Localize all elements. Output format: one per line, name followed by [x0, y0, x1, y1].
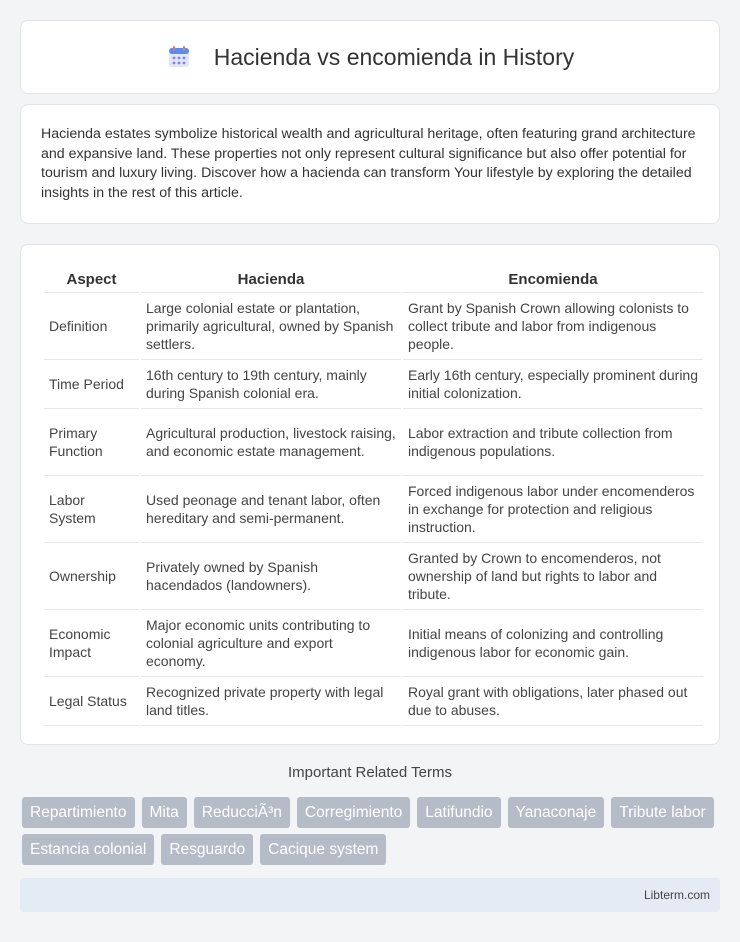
row-aspect: Ownership [44, 543, 139, 610]
footer-link[interactable]: Libterm.com [643, 888, 710, 902]
row-hacienda: 16th century to 19th century, mainly during Spanish colonial era. [141, 360, 401, 409]
comparison-table [42, 263, 705, 726]
row-aspect: Labor System [44, 476, 139, 543]
tag-mita[interactable]: Mita [142, 797, 187, 828]
tag-reduccion[interactable]: ReducciÃ³n [194, 797, 290, 828]
tag-corregimiento[interactable]: Corregimiento [297, 797, 410, 828]
row-aspect: Primary Function [44, 409, 139, 476]
row-encomienda: Early 16th century, especially prominent during initial colonization. [403, 360, 703, 409]
row-hacienda: Privately owned by Spanish hacendados (landowners). [141, 543, 401, 610]
row-encomienda: Grant by Spanish Crown allowing colonists to collect tribute and labor from indigenous people. [403, 293, 703, 360]
tag-yanaconaje[interactable]: Yanaconaje [508, 797, 605, 828]
table-row [44, 360, 703, 409]
table-header-row [44, 263, 703, 293]
table-row [44, 476, 703, 543]
row-hacienda: Major economic units contributing to colonial agriculture and export economy. [141, 610, 401, 677]
tag-cacique-system[interactable]: Cacique system [260, 834, 386, 865]
row-aspect: Time Period [44, 360, 139, 409]
row-encomienda: Forced indigenous labor under encomenderos in exchange for protection and religious instruction. [403, 476, 703, 543]
footer [20, 878, 720, 912]
tag-resguardo[interactable]: Resguardo [161, 834, 253, 865]
row-aspect: Legal Status [44, 677, 139, 726]
row-encomienda: Royal grant with obligations, later phased out due to abuses. [403, 677, 703, 726]
header-hacienda: Hacienda [141, 263, 401, 293]
header-aspect: Aspect [44, 263, 139, 293]
table-row [44, 610, 703, 677]
header-card [20, 20, 720, 94]
intro-text: Hacienda estates symbolize historical wealth and agricultural heritage, often featuring grand architecture and expansive land. These properties not only represent cultural significance but also offer potential for tourism and luxury living. Discover how a hacienda can transform Your lifestyle by exploring the detailed insights in the rest of this article. [41, 126, 696, 201]
table-row [44, 293, 703, 360]
related-terms-title: Important Related Terms [288, 764, 452, 781]
row-hacienda: Recognized private property with legal land titles. [141, 677, 401, 726]
table-row [44, 677, 703, 726]
table-row [44, 409, 703, 476]
row-hacienda: Large colonial estate or plantation, primarily agricultural, owned by Spanish settlers. [141, 293, 401, 360]
tag-estancia-colonial[interactable]: Estancia colonial [22, 834, 154, 865]
row-encomienda: Granted by Crown to encomenderos, not ownership of land but rights to labor and tribute. [403, 543, 703, 610]
row-encomienda: Initial means of colonizing and controlling indigenous labor for economic gain. [403, 610, 703, 677]
row-aspect: Definition [44, 293, 139, 360]
intro-card [20, 104, 720, 224]
header-encomienda: Encomienda [403, 263, 703, 293]
related-terms-tags [22, 797, 722, 871]
row-encomienda: Labor extraction and tribute collection from indigenous populations. [403, 409, 703, 476]
row-aspect: Economic Impact [44, 610, 139, 677]
table-row [44, 543, 703, 610]
row-hacienda: Agricultural production, livestock raising, and economic estate management. [141, 409, 401, 476]
tag-repartimiento[interactable]: Repartimiento [22, 797, 135, 828]
page-title: Hacienda vs encomienda in History [213, 43, 575, 70]
comparison-table-card [20, 244, 720, 745]
row-hacienda: Used peonage and tenant labor, often hereditary and semi-permanent. [141, 476, 401, 543]
tag-latifundio[interactable]: Latifundio [417, 797, 500, 828]
calendar-icon [166, 44, 192, 70]
tag-tribute-labor[interactable]: Tribute labor [611, 797, 713, 828]
